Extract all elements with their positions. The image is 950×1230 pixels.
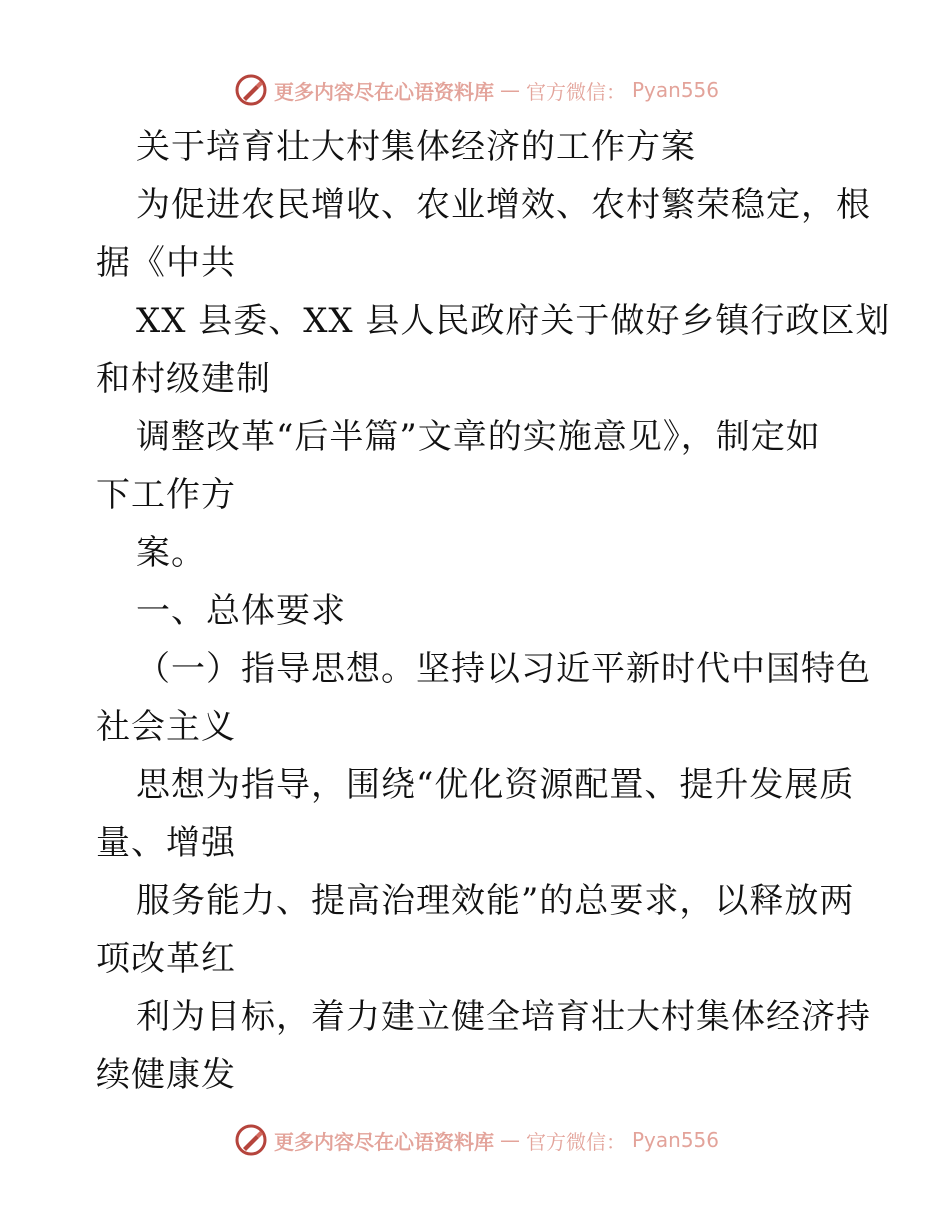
document-line: 量、增强 — [96, 823, 236, 863]
document-line: 社会主义 — [96, 707, 236, 747]
document-line: 案。 — [136, 533, 206, 573]
document-body — [96, 118, 891, 1104]
document-line: XX 县委、XX 县人民政府关于做好乡镇行政区划 — [136, 301, 891, 341]
document-line: 据《中共 — [96, 243, 236, 283]
document-line: （一）指导思想。坚持以习近平新时代中国特色 — [136, 649, 871, 689]
watermark-sub: 官方微信： — [526, 79, 626, 104]
document-line: 下工作方 — [96, 475, 236, 515]
watermark-dash: — — [500, 78, 520, 102]
document-line: 项改革红 — [96, 939, 236, 979]
watermark-dash: — — [500, 1128, 520, 1152]
document-line: 思想为指导，围绕“优化资源配置、提升发展质 — [136, 765, 855, 805]
document-line: 利为目标，着力建立健全培育壮大村集体经济持 — [136, 997, 871, 1037]
document-line: 调整改革“后半篇”文章的实施意见》，制定如 — [136, 417, 821, 457]
pen-logo-icon — [234, 1123, 268, 1157]
document-line: 为促进农民增收、农业增效、农村繁荣稳定，根 — [136, 185, 871, 225]
footer-watermark — [234, 1122, 719, 1158]
watermark-text: 更多内容尽在心语资料库 — [274, 1129, 494, 1154]
document-line: 续健康发 — [96, 1055, 236, 1095]
document-line: 服务能力、提高治理效能”的总要求，以释放两 — [136, 881, 855, 921]
document-line: 一、总体要求 — [136, 591, 346, 631]
document-line: 和村级建制 — [96, 359, 271, 399]
header-watermark — [234, 72, 719, 108]
watermark-account: Pyan556 — [632, 1128, 720, 1152]
watermark-text: 更多内容尽在心语资料库 — [274, 79, 494, 104]
watermark-account: Pyan556 — [632, 78, 720, 102]
document-line: 关于培育壮大村集体经济的工作方案 — [136, 127, 696, 167]
watermark-sub: 官方微信： — [526, 1129, 626, 1154]
pen-logo-icon — [234, 73, 268, 107]
